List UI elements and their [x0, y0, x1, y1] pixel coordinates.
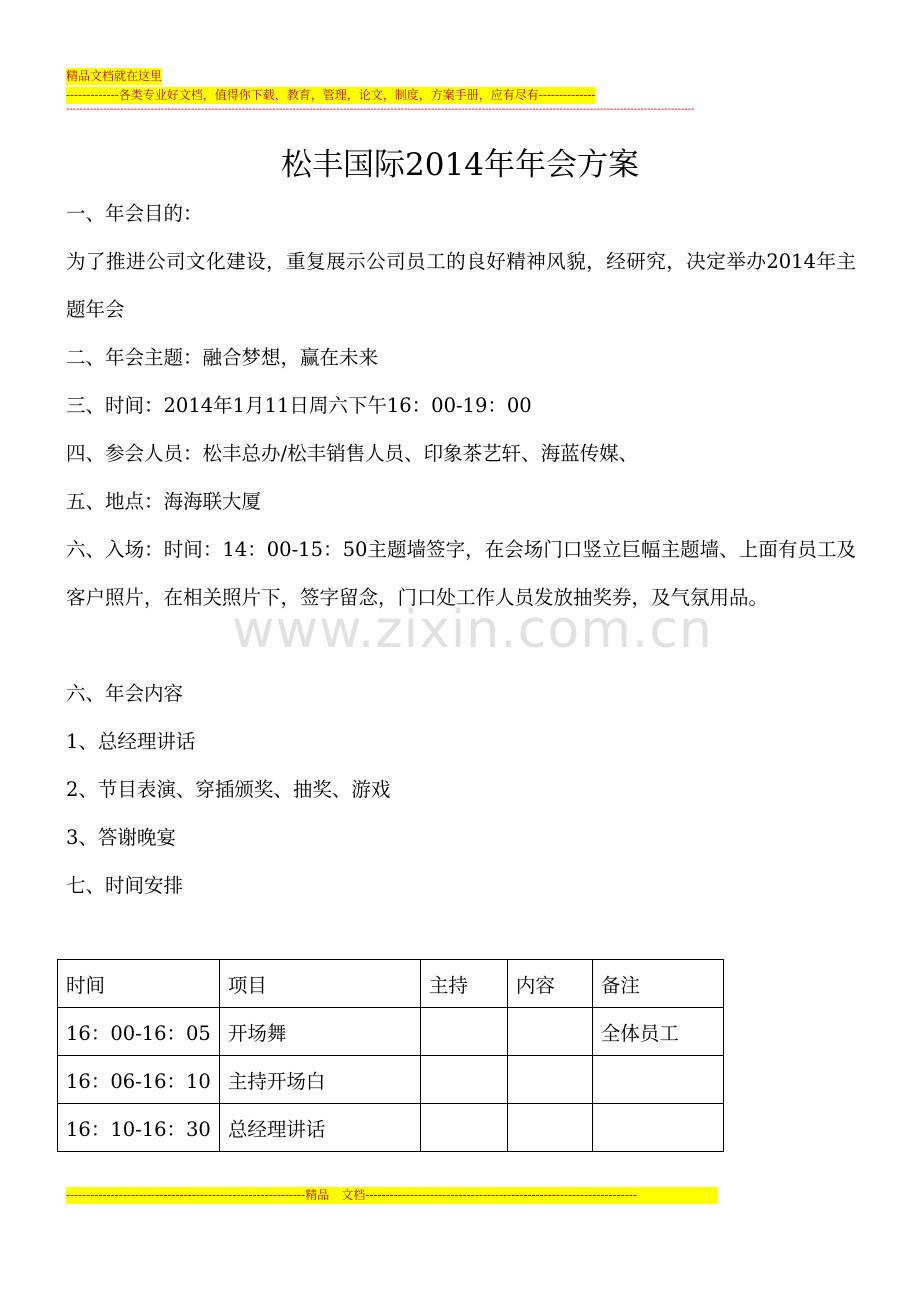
- header-rule: ------------------------------------------------------------------------------------------------------------------------------------------------------------------------------------------: [66, 104, 695, 115]
- header-cell-item: 项目: [219, 960, 420, 1008]
- footer-banner: -----------------------------------------------------------精品 文档-------------------------------------------------------------------: [66, 1187, 718, 1204]
- table-cell: 开场舞: [219, 1008, 420, 1056]
- section-content-heading: 六、年会内容: [66, 682, 184, 705]
- header-cell-content: 内容: [507, 960, 592, 1008]
- table-cell: [420, 1056, 507, 1104]
- table-cell: [507, 1008, 592, 1056]
- table-cell: 全体员工: [592, 1008, 723, 1056]
- section-theme: 二、年会主题：融合梦想，赢在未来: [66, 346, 379, 369]
- table-cell: 16：06-16：10: [58, 1056, 220, 1104]
- table-cell: 总经理讲话: [219, 1104, 420, 1152]
- table-cell: [507, 1056, 592, 1104]
- header-cell-note: 备注: [592, 960, 723, 1008]
- table-row: [58, 1056, 724, 1104]
- table-cell: 16：00-16：05: [58, 1008, 220, 1056]
- table-cell: [592, 1056, 723, 1104]
- table-header-row: [58, 960, 724, 1008]
- section-purpose-text: 为了推进公司文化建设，重复展示公司员工的良好精神风貌，经研究，决定举办2014年主题年会: [66, 250, 856, 321]
- header-line-1: 精品文档就在这里: [66, 69, 163, 83]
- table-row: [58, 1104, 724, 1152]
- table-cell: [592, 1104, 723, 1152]
- schedule-table: [57, 959, 724, 1152]
- watermark: www.zixin.com.cn: [232, 600, 713, 660]
- header-line-2: -------------各类专业好文档，值得你下载，教育，管理，论文，制度，方案手册，应有尽有--------------: [66, 88, 596, 102]
- table-row: [58, 1008, 724, 1056]
- table-cell: 16：10-16：30: [58, 1104, 220, 1152]
- header-cell-host: 主持: [420, 960, 507, 1008]
- page-title: 松丰国际2014年年会方案: [281, 147, 639, 183]
- content-item-1: 1、总经理讲话: [66, 730, 196, 753]
- section-attendees: 四、参会人员：松丰总办/松丰销售人员、印象茶艺轩、海蓝传媒、: [66, 442, 639, 465]
- table-cell: [420, 1104, 507, 1152]
- section-time: 三、时间：2014年1月11日周六下午16：00-19：00: [66, 394, 532, 417]
- section-entry: 六、入场：时间：14：00-15：50主题墙签字，在会场门口竖立巨幅主题墙、上面有员工及客户照片，在相关照片下，签字留念，门口处工作人员发放抽奖券，及气氛用品。: [66, 538, 856, 609]
- content-item-2: 2、节目表演、穿插颁奖、抽奖、游戏: [66, 778, 391, 801]
- section-schedule-heading: 七、时间安排: [66, 874, 184, 897]
- section-purpose-heading: 一、年会目的：: [66, 202, 203, 225]
- table-cell: [507, 1104, 592, 1152]
- content-item-3: 3、答谢晚宴: [66, 826, 176, 849]
- table-cell: 主持开场白: [219, 1056, 420, 1104]
- table-cell: [420, 1008, 507, 1056]
- header-cell-time: 时间: [58, 960, 220, 1008]
- section-location: 五、地点：海海联大厦: [66, 490, 262, 513]
